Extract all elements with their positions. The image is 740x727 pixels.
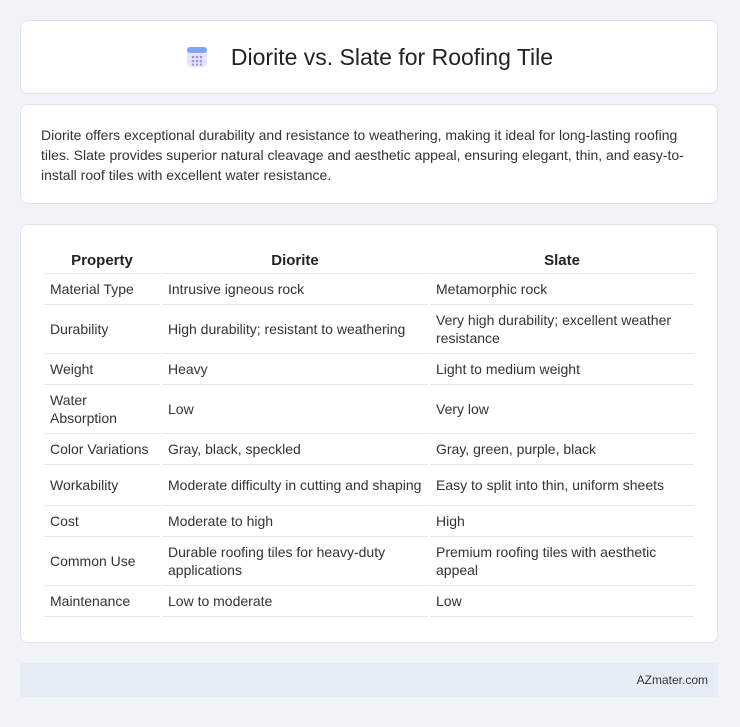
cell-property: Color Variations [44, 434, 160, 465]
cell-property: Weight [44, 354, 160, 385]
table-header-row [44, 245, 694, 274]
cell-property: Workability [44, 465, 160, 506]
footer [20, 663, 718, 697]
cell-diorite: Low [162, 385, 428, 434]
header-slate: Slate [430, 245, 694, 274]
cell-diorite: Gray, black, speckled [162, 434, 428, 465]
cell-property: Cost [44, 506, 160, 537]
cell-slate: Low [430, 586, 694, 617]
cell-slate: High [430, 506, 694, 537]
table-row [44, 274, 694, 305]
cell-diorite: Moderate difficulty in cutting and shaping [162, 465, 428, 506]
cell-diorite: Low to moderate [162, 586, 428, 617]
cell-property: Durability [44, 305, 160, 354]
table-row [44, 305, 694, 354]
cell-diorite: Intrusive igneous rock [162, 274, 428, 305]
cell-slate: Very low [430, 385, 694, 434]
cell-diorite: High durability; resistant to weathering [162, 305, 428, 354]
table-row [44, 506, 694, 537]
table-row [44, 586, 694, 617]
table-row [44, 537, 694, 586]
title-card [20, 20, 718, 94]
page-title: Diorite vs. Slate for Roofing Tile [230, 43, 554, 70]
table-card [20, 224, 718, 643]
table-row [44, 385, 694, 434]
header-diorite: Diorite [162, 245, 428, 274]
summary-text: Diorite offers exceptional durability and resistance to weathering, making it ideal for long-lasting roofing tiles. Slate provides superior natural cleavage and aesthetic appeal, ensuring elegant, thin, and easy-to-install roof tiles with excellent water resistance. [41, 127, 684, 183]
footer-site-link[interactable]: AZmater.com [636, 673, 708, 687]
table-row [44, 465, 694, 506]
cell-property: Water Absorption [44, 385, 160, 434]
cell-slate: Very high durability; excellent weather resistance [430, 305, 694, 354]
table-icon [185, 45, 209, 69]
table-row [44, 354, 694, 385]
cell-diorite: Heavy [162, 354, 428, 385]
cell-diorite: Moderate to high [162, 506, 428, 537]
cell-slate: Metamorphic rock [430, 274, 694, 305]
cell-slate: Easy to split into thin, uniform sheets [430, 465, 694, 506]
summary-card [20, 104, 718, 204]
cell-property: Common Use [44, 537, 160, 586]
cell-slate: Light to medium weight [430, 354, 694, 385]
cell-slate: Gray, green, purple, black [430, 434, 694, 465]
cell-property: Maintenance [44, 586, 160, 617]
header-property: Property [44, 245, 160, 274]
comparison-table [42, 245, 696, 617]
cell-slate: Premium roofing tiles with aesthetic appeal [430, 537, 694, 586]
cell-property: Material Type [44, 274, 160, 305]
table-row [44, 434, 694, 465]
cell-diorite: Durable roofing tiles for heavy-duty applications [162, 537, 428, 586]
